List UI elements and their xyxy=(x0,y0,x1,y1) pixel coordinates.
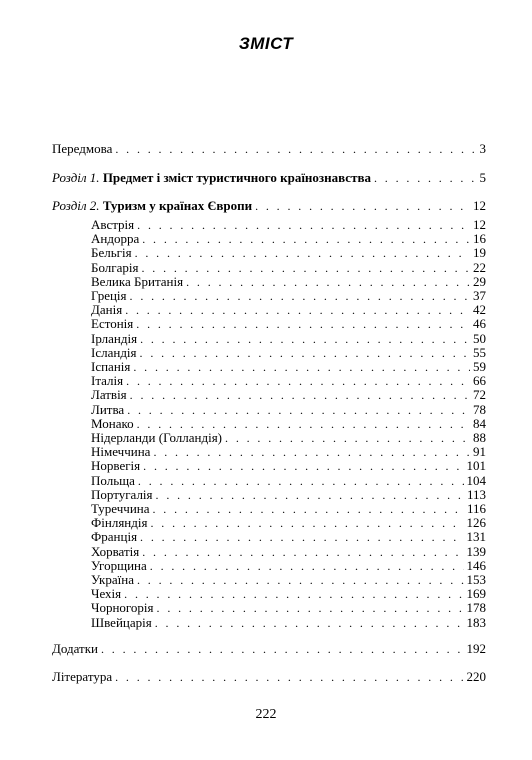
toc-label: Болгарія xyxy=(91,259,139,275)
toc-page: 131 xyxy=(466,529,486,545)
toc-leader xyxy=(137,573,464,587)
toc-leader xyxy=(115,142,476,156)
toc-label: Естонія xyxy=(91,316,134,332)
toc-label: Фінляндія xyxy=(91,515,148,531)
toc-entry-country xyxy=(91,559,486,573)
toc-page: 37 xyxy=(473,288,486,303)
toc-label: Україна xyxy=(91,572,134,587)
section-prefix: Розділ 2. xyxy=(52,198,100,213)
toc-entry-country xyxy=(91,275,486,289)
toc-leader xyxy=(157,601,464,615)
toc-entry-country xyxy=(91,616,486,630)
toc-leader xyxy=(135,246,470,260)
toc-page: 59 xyxy=(473,359,486,374)
toc-page: 50 xyxy=(473,330,486,346)
toc-label: Іспанія xyxy=(91,359,131,374)
toc-page: 84 xyxy=(473,415,486,431)
toc-label: Туреччина xyxy=(91,501,150,516)
toc-entry-country xyxy=(91,445,486,459)
toc-leader xyxy=(156,488,464,502)
toc-page: 146 xyxy=(466,557,486,573)
toc-page: 169 xyxy=(466,586,486,602)
toc-leader xyxy=(101,642,464,656)
toc-entry-literature xyxy=(52,670,486,684)
toc-entry-country xyxy=(91,218,486,232)
toc-leader xyxy=(138,474,464,488)
toc-entry-country xyxy=(91,261,486,275)
toc-label: Норвегія xyxy=(91,458,141,474)
toc-label: Ірландія xyxy=(91,330,138,346)
toc-label: Польща xyxy=(91,472,135,488)
toc-leader xyxy=(136,317,470,331)
toc-page: 183 xyxy=(466,614,486,630)
toc-label: Ісландія xyxy=(91,344,137,360)
toc-label: Бельгія xyxy=(91,245,132,261)
toc-entry-country xyxy=(91,459,486,473)
toc-label: Литва xyxy=(91,401,125,417)
toc-label: Угорщина xyxy=(91,557,147,573)
toc-label: Література xyxy=(52,669,113,684)
toc-leader xyxy=(140,332,470,346)
toc-leader xyxy=(130,388,470,402)
toc-entry-country xyxy=(91,317,486,331)
toc-page: 78 xyxy=(473,401,486,417)
toc-page: 153 xyxy=(466,572,486,587)
toc-page: 220 xyxy=(466,669,486,684)
toc-label: Італія xyxy=(91,373,124,389)
toc-entry-country xyxy=(91,474,486,488)
toc-label xyxy=(52,171,371,185)
toc-page: 42 xyxy=(473,302,486,318)
toc-leader xyxy=(126,374,470,388)
toc-label: Латвія xyxy=(91,387,127,403)
toc-entry-section-1 xyxy=(52,171,486,185)
toc-label: Додатки xyxy=(52,641,98,656)
page-title: ЗМІСТ xyxy=(238,34,294,53)
toc-entry-country xyxy=(91,587,486,601)
toc-entry-country xyxy=(91,417,486,431)
toc-entry-country xyxy=(91,403,486,417)
toc-label: Португалія xyxy=(91,486,153,502)
toc-entry-country xyxy=(91,601,486,615)
toc-page: 19 xyxy=(473,245,486,261)
toc-entry-country xyxy=(91,502,486,516)
toc-leader xyxy=(374,171,477,185)
toc-leader xyxy=(142,232,470,246)
toc-entry-country xyxy=(91,388,486,402)
toc-label: Швейцарія xyxy=(91,614,152,630)
toc-entry-country xyxy=(91,431,486,445)
section-title: Предмет і зміст туристичного країнознавства xyxy=(102,170,371,185)
toc-page: 88 xyxy=(473,430,486,445)
toc-leader xyxy=(150,559,464,573)
toc-page: 178 xyxy=(466,600,486,616)
toc-label: Чехія xyxy=(91,586,122,602)
toc-entry-country xyxy=(91,303,486,317)
toc-page: 29 xyxy=(473,273,486,289)
toc-leader xyxy=(137,417,470,431)
toc-entry-country xyxy=(91,360,486,374)
toc-leader xyxy=(255,199,470,213)
toc-label: Андорра xyxy=(91,231,140,247)
toc-page: 46 xyxy=(473,316,486,332)
section-prefix: Розділ 1. xyxy=(52,170,100,185)
toc-label: Монако xyxy=(91,415,134,431)
toc-page: 3 xyxy=(479,141,486,156)
toc-label: Нідерланди (Голландія) xyxy=(91,430,223,445)
toc-page: 116 xyxy=(466,501,486,516)
toc-page: 192 xyxy=(466,641,486,656)
toc-page: 66 xyxy=(473,373,486,389)
toc-entry-country xyxy=(91,488,486,502)
toc-page: 113 xyxy=(466,486,486,502)
toc-label: Австрія xyxy=(91,217,135,232)
toc-leader xyxy=(137,218,470,232)
toc-entry-country xyxy=(91,246,486,260)
toc-leader xyxy=(143,459,463,473)
toc-leader xyxy=(186,275,470,289)
toc-label: Греція xyxy=(91,288,127,303)
toc-leader xyxy=(153,445,470,459)
toc-leader xyxy=(153,502,464,516)
toc-entry-country xyxy=(91,530,486,544)
toc-entry-country xyxy=(91,332,486,346)
toc-label: Франція xyxy=(91,529,138,545)
toc-entry-country xyxy=(91,545,486,559)
toc-leader xyxy=(142,545,463,559)
section-title: Туризм у країнах Європи xyxy=(102,198,253,213)
toc-entry-country xyxy=(91,232,486,246)
toc-entry-country xyxy=(91,289,486,303)
toc-page: 126 xyxy=(466,515,486,531)
toc-entry-country xyxy=(91,573,486,587)
toc-label: Передмова xyxy=(52,141,113,156)
toc-page: 12 xyxy=(473,198,486,213)
toc-page: 101 xyxy=(466,458,486,474)
toc-page: 12 xyxy=(473,217,486,232)
toc-label: Чорногорія xyxy=(91,600,154,616)
toc-page: 16 xyxy=(473,231,486,247)
toc-page: 91 xyxy=(473,444,486,460)
toc-label: Хорватія xyxy=(91,543,140,559)
toc-entry-section-2 xyxy=(52,199,486,213)
toc-leader xyxy=(124,587,463,601)
toc-leader xyxy=(140,530,463,544)
toc-page: 104 xyxy=(466,472,486,488)
toc-leader xyxy=(141,261,470,275)
toc-leader xyxy=(115,670,463,684)
toc-leader xyxy=(130,289,470,303)
toc-leader xyxy=(150,516,463,530)
toc-label: Данія xyxy=(91,302,123,318)
toc-page: 72 xyxy=(473,387,486,403)
toc-entry-country xyxy=(91,346,486,360)
toc-label: Велика Британія xyxy=(91,273,184,289)
toc-label: Німеччина xyxy=(91,444,151,460)
toc-leader xyxy=(127,403,470,417)
toc-leader xyxy=(225,431,470,445)
toc-leader xyxy=(125,303,470,317)
toc-page: 5 xyxy=(479,170,486,185)
toc-entry-appendix xyxy=(52,642,486,656)
toc-page: 139 xyxy=(466,543,486,559)
toc-leader xyxy=(140,346,470,360)
toc-entry-preface xyxy=(52,142,486,156)
toc-entry-country xyxy=(91,516,486,530)
toc-leader xyxy=(133,360,470,374)
toc-leader xyxy=(155,616,464,630)
page-number: 222 xyxy=(255,707,277,722)
toc-page: 55 xyxy=(473,344,486,360)
toc-page: 22 xyxy=(473,259,486,275)
toc-label xyxy=(52,199,252,213)
toc-entry-country xyxy=(91,374,486,388)
